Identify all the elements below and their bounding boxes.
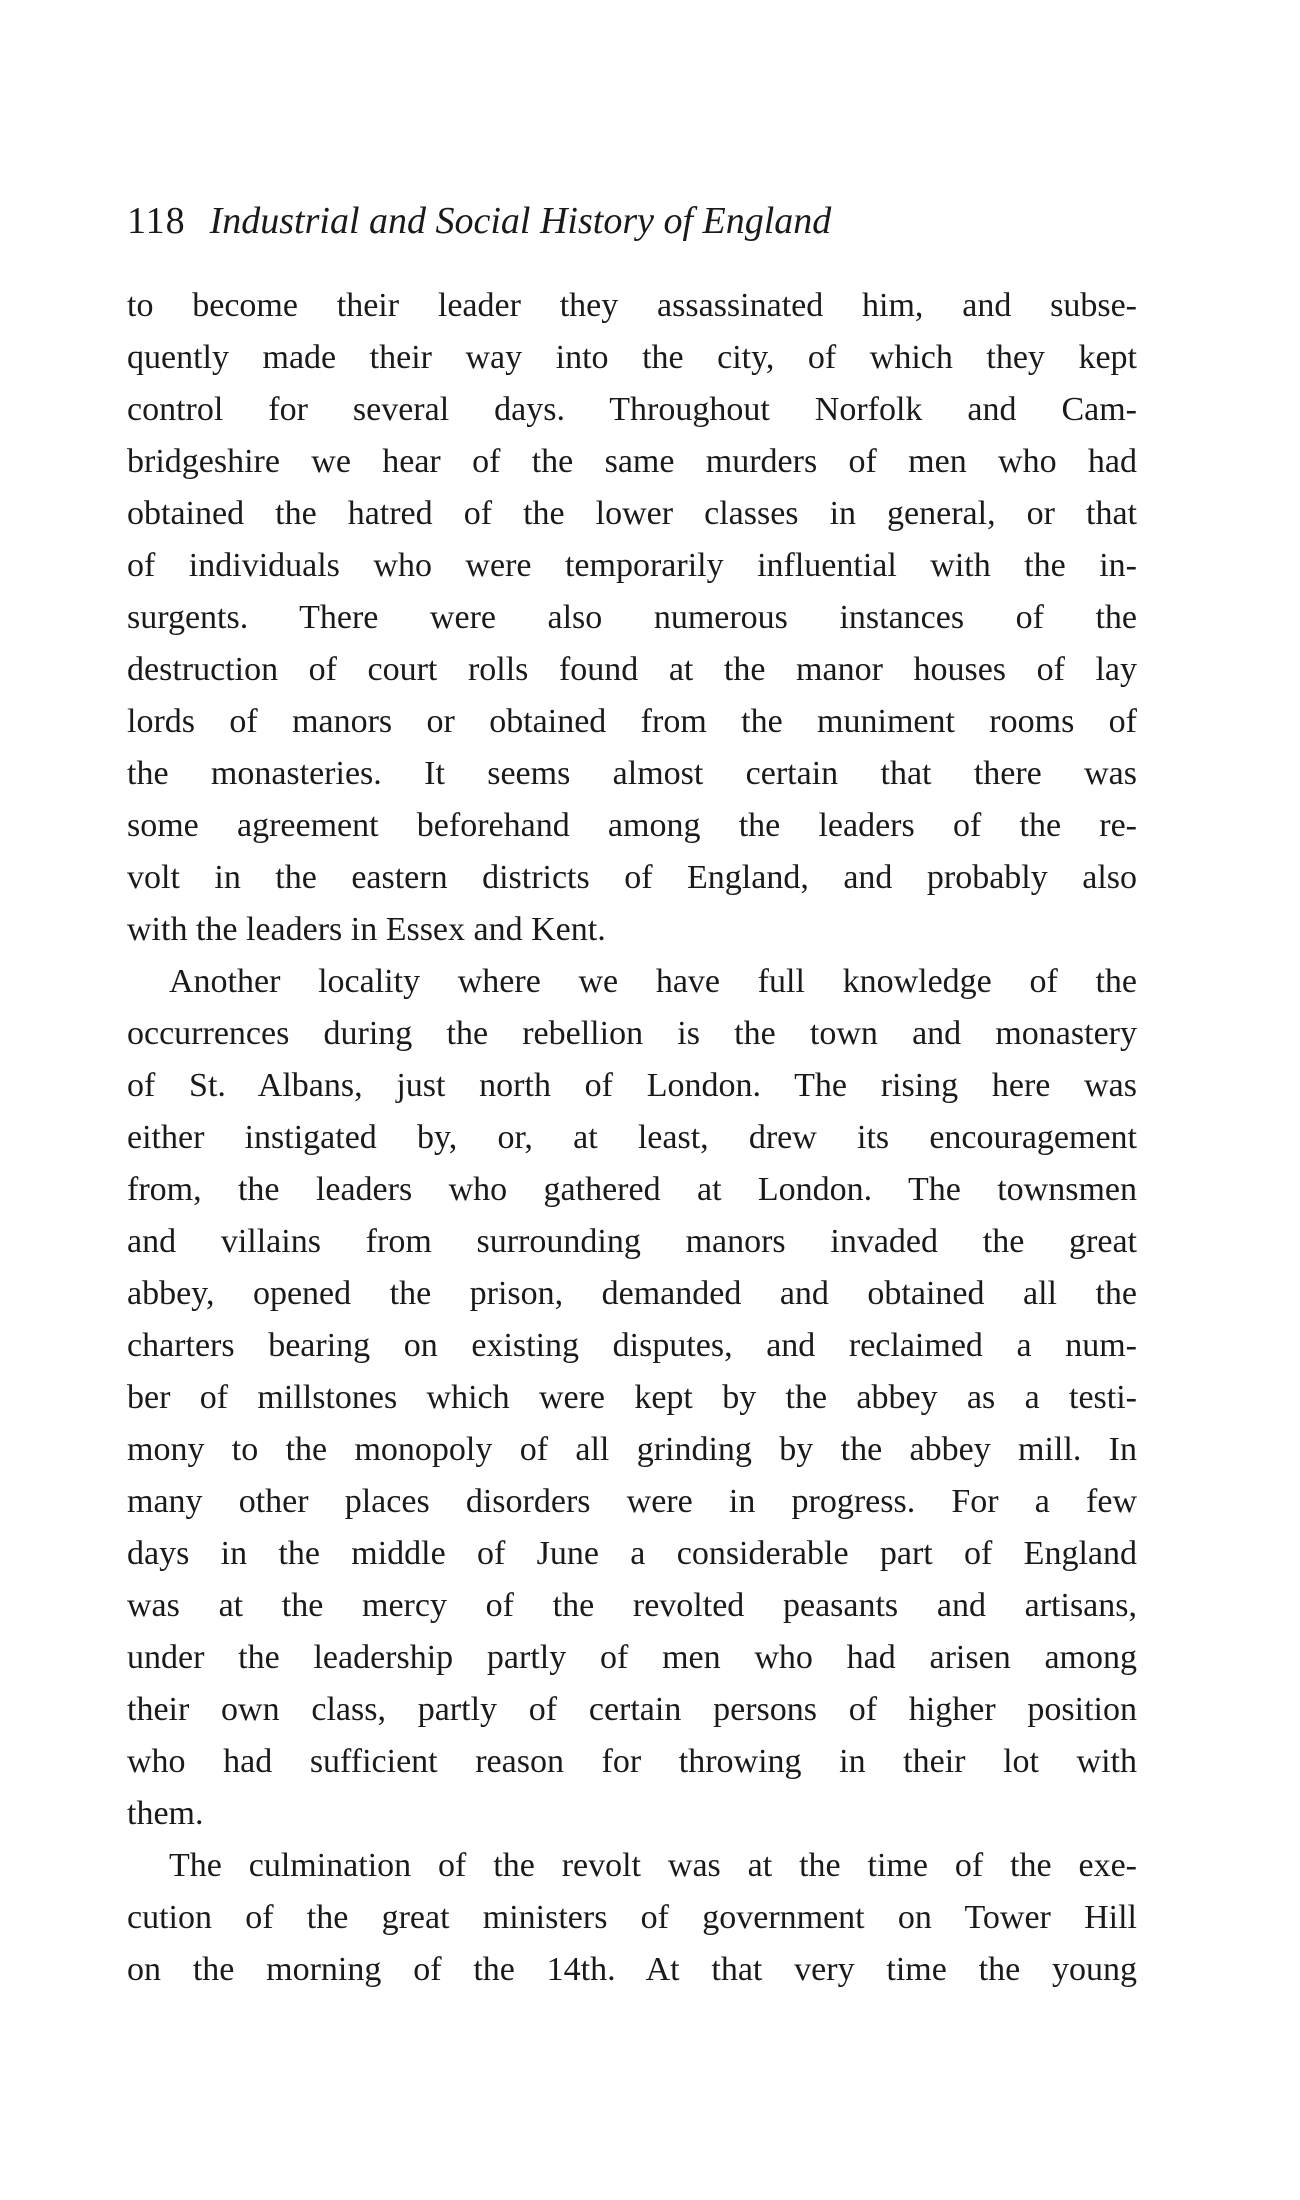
running-head bbox=[127, 196, 1137, 246]
text-line: of St. Albans, just north of London. The rising here was bbox=[127, 1067, 1137, 1104]
text-line: and villains from surrounding manors invaded the great bbox=[127, 1223, 1137, 1260]
body-text bbox=[127, 280, 1137, 1996]
text-line: days in the middle of June a considerable part of England bbox=[127, 1535, 1137, 1572]
text-line: destruction of court rolls found at the manor houses of lay bbox=[127, 651, 1137, 688]
text-line: who had sufficient reason for throwing in their lot with bbox=[127, 1743, 1137, 1780]
text-line: many other places disorders were in progress. For a few bbox=[127, 1483, 1137, 1520]
text-line: charters bearing on existing disputes, and reclaimed a num- bbox=[127, 1327, 1137, 1364]
paragraph-start-line: Another locality where we have full knowledge of the bbox=[169, 963, 1137, 1000]
text-line: under the leadership partly of men who had arisen among bbox=[127, 1639, 1137, 1676]
paragraph-start-line: The culmination of the revolt was at the time of the exe- bbox=[169, 1847, 1137, 1884]
text-line: obtained the hatred of the lower classes in general, or that bbox=[127, 495, 1137, 532]
text-line: their own class, partly of certain persons of higher position bbox=[127, 1691, 1137, 1728]
text-line: some agreement beforehand among the leaders of the re- bbox=[127, 807, 1137, 844]
text-line: cution of the great ministers of government on Tower Hill bbox=[127, 1899, 1137, 1936]
text-line: control for several days. Throughout Norfolk and Cam- bbox=[127, 391, 1137, 428]
text-line: ber of millstones which were kept by the abbey as a testi- bbox=[127, 1379, 1137, 1416]
text-line: was at the mercy of the revolted peasants and artisans, bbox=[127, 1587, 1137, 1624]
text-line: abbey, opened the prison, demanded and obtained all the bbox=[127, 1275, 1137, 1312]
paragraph-end-line: them. bbox=[127, 1795, 204, 1832]
text-line: on the morning of the 14th. At that very time the young bbox=[127, 1951, 1137, 1988]
paragraph-end-line: with the leaders in Essex and Kent. bbox=[127, 911, 606, 948]
text-line: to become their leader they assassinated him, and subse- bbox=[127, 287, 1137, 324]
text-line: mony to the monopoly of all grinding by the abbey mill. In bbox=[127, 1431, 1137, 1468]
text-line: either instigated by, or, at least, drew its encouragement bbox=[127, 1119, 1137, 1156]
text-line: from, the leaders who gathered at London. The townsmen bbox=[127, 1171, 1137, 1208]
book-title: Industrial and Social History of England bbox=[209, 200, 832, 242]
text-line: lords of manors or obtained from the muniment rooms of bbox=[127, 703, 1137, 740]
text-line: of individuals who were temporarily influential with the in- bbox=[127, 547, 1137, 584]
page-number: 118 bbox=[127, 200, 186, 242]
text-line: volt in the eastern districts of England, and probably also bbox=[127, 859, 1137, 896]
text-line: occurrences during the rebellion is the town and monastery bbox=[127, 1015, 1137, 1052]
text-line: quently made their way into the city, of which they kept bbox=[127, 339, 1137, 376]
text-line: bridgeshire we hear of the same murders of men who had bbox=[127, 443, 1137, 480]
text-line: the monasteries. It seems almost certain that there was bbox=[127, 755, 1137, 792]
text-line: surgents. There were also numerous instances of the bbox=[127, 599, 1137, 636]
